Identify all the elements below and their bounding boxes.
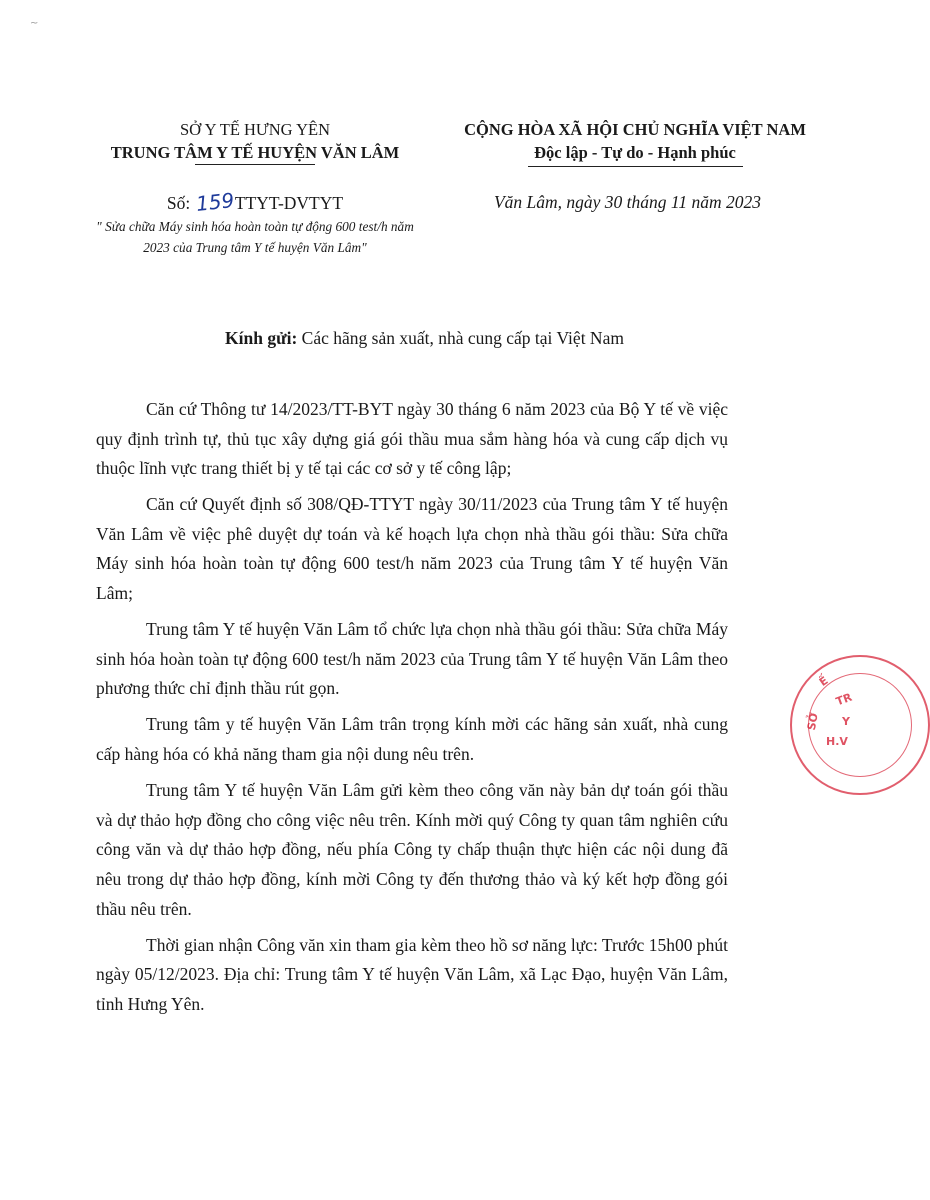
issuer-block (60, 118, 450, 165)
scan-mark: ~ (30, 18, 39, 29)
official-seal (790, 655, 930, 795)
parent-organization: SỞ Y TẾ HƯNG YÊN (180, 120, 330, 139)
issuer-underline (195, 164, 315, 165)
document-number-suffix: TTYT-DVTYT (234, 193, 344, 213)
body-paragraph: Căn cứ Quyết định số 308/QĐ-TTYT ngày 30/11/2023 của Trung tâm Y tế huyện Văn Lâm về việc phê duyệt dự toán và kế hoạch lựa chọn nhà thầu gói thầu: Sửa chữa Máy sinh hóa hoàn toàn tự động 600 test/h năm 2023 của Trung tâm Y tế huyện Văn Lâm; (96, 494, 728, 604)
seal-text-fragment: TR (834, 690, 854, 709)
body-paragraph: Căn cứ Thông tư 14/2023/TT-BYT ngày 30 tháng 6 năm 2023 của Bộ Y tế về việc quy định trình tự, thủ tục xây dựng giá gói thầu mua sắm hàng hóa và cung cấp dịch vụ thuộc lĩnh vực trang thiết bị y tế tại các cơ sở y tế công lập; (96, 399, 728, 479)
body-paragraph: Thời gian nhận Công văn xin tham gia kèm theo hồ sơ năng lực: Trước 15h00 phút ngày 05/12/2023. Địa chỉ: Trung tâm Y tế huyện Văn Lâm, xã Lạc Đạo, huyện Văn Lâm, tỉnh Hưng Yên. (96, 934, 728, 1014)
recipient-line (0, 328, 849, 349)
country-name: CỘNG HÒA XÃ HỘI CHỦ NGHĨA VIỆT NAM (464, 120, 806, 139)
seal-text-fragment: Y (842, 715, 850, 728)
body-paragraph: Trung tâm Y tế huyện Văn Lâm gửi kèm theo công văn này bản dự toán gói thầu và dự thảo hợp đồng cho công việc nêu trên. Kính mời quý Công ty quan tâm nghiên cứu công văn và dự thảo hợp đồng, nếu phía Công ty chấp thuận thực hiện các nội dung đã nêu trong dự thảo hợp đồng, kính mời Công ty đến thương thảo và ký kết hợp đồng gói thầu nêu trên. (96, 780, 728, 919)
national-header (430, 118, 840, 167)
place-and-date: Văn Lâm, ngày 30 tháng 11 năm 2023 (493, 192, 762, 212)
subject-line-1: " Sửa chữa Máy sinh hóa hoàn toàn tự động 600 test/h năm (96, 219, 414, 234)
document-subject (40, 216, 470, 258)
subject-line-2: 2023 của Trung tâm Y tế huyện Văn Lâm" (143, 240, 367, 255)
seal-text-fragment: H.V (826, 735, 848, 748)
body-paragraph: Trung tâm Y tế huyện Văn Lâm tổ chức lựa chọn nhà thầu gói thầu: Sửa chữa Máy sinh hóa hoàn toàn tự động 600 test/h năm 2023 của Trung tâm Y tế huyện Văn Lâm theo phương thức chỉ định thầu rút gọn. (96, 619, 728, 699)
handwritten-number: 159 (194, 188, 235, 216)
recipient-value: Các hãng sản xuất, nhà cung cấp tại Việt Nam (301, 328, 624, 348)
document-number (60, 190, 450, 214)
letter-body (96, 395, 728, 1026)
seal-text-fragment: Ế (816, 674, 831, 689)
recipient-label: Kính gửi: (225, 328, 298, 348)
body-paragraph: Trung tâm y tế huyện Văn Lâm trân trọng kính mời các hãng sản xuất, nhà cung cấp hàng hóa có khả năng tham gia nội dung nêu trên. (96, 714, 728, 765)
seal-text-fragment: SỞ (804, 711, 821, 732)
document-number-prefix: Số: (166, 193, 191, 213)
issuing-organization: TRUNG TÂM Y TẾ HUYỆN VĂN LÂM (110, 143, 400, 162)
national-motto: Độc lập - Tự do - Hạnh phúc (528, 141, 743, 167)
